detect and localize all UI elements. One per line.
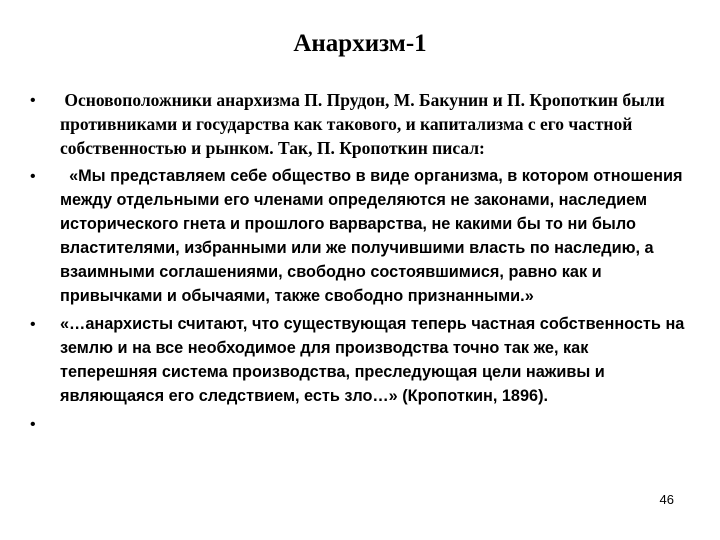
bullet-marker: •	[30, 168, 36, 185]
slide-title: Анархизм-1	[293, 30, 427, 57]
bullet-item	[30, 412, 690, 437]
bullet-item	[30, 164, 690, 308]
bullet-marker: •	[30, 416, 36, 433]
bullet-item	[30, 312, 690, 408]
bullet-marker: •	[30, 92, 36, 109]
bullet-marker: •	[30, 316, 36, 333]
bullet-text: Основоположники анархизма П. Прудон, М. Бакунин и П. Кропоткин были противниками и государства как такового, и капитализма с его частной собственностью и рынком. Так, П. Кропоткин писал:	[60, 90, 670, 158]
page-number: 46	[659, 492, 674, 507]
bullet-list	[30, 88, 690, 441]
bullet-item	[30, 88, 690, 160]
bullet-text: «Мы представляем себе общество в виде организма, в котором отношения между отдельными его членами определяются не законами, наследием исторического гнета и прошлого варварства, не какими бы то ни было властителями, избранными или же получившими власть по наследию, а взаимными соглашениями, свободно состоявшимися, равно как и привычками и обычаями, также свободно признанными.»	[60, 167, 687, 305]
bullet-text: «…анархисты считают, что существующая теперь частная собственность на землю и на все необходимое для производства точно так же, как теперешняя система производства, преследующая цели наживы и являющаяся его следствием, есть зло…» (Кропоткин, 1896).	[60, 315, 689, 405]
